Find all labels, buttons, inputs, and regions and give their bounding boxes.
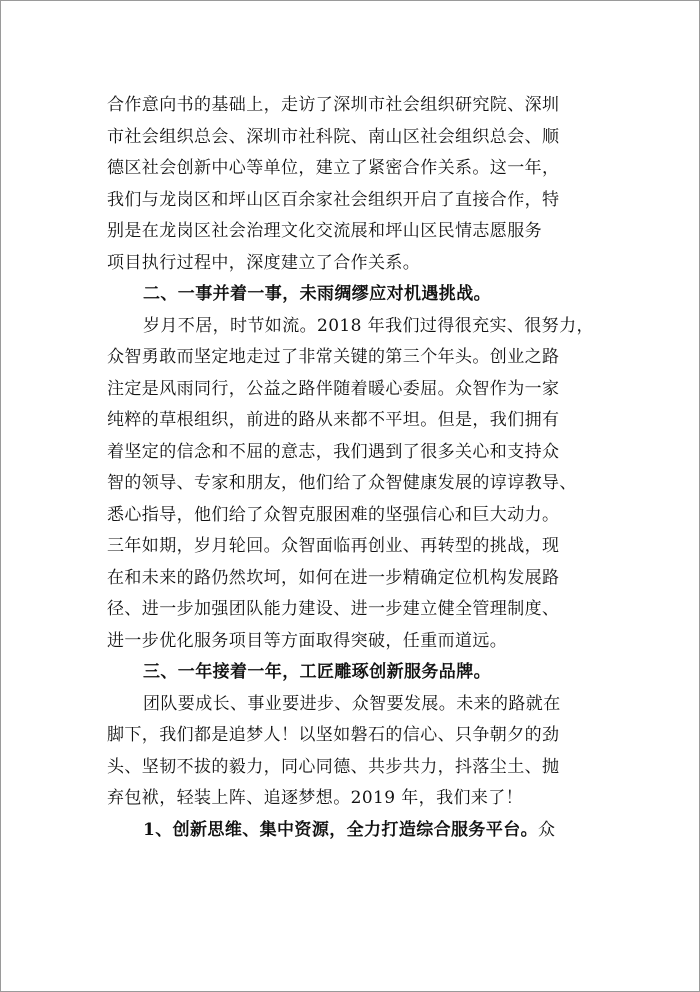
paragraph-line: 众智勇敢而坚定地走过了非常关键的第三个年头。创业之路 [107, 347, 560, 367]
paragraph-line: 径、进一步加强团队能力建设、进一步建立健全管理制度、 [107, 599, 560, 619]
paragraph-line: 我们与龙岗区和坪山区百余家社会组织开启了直接合作，特 [107, 189, 560, 210]
paragraph-line: 团队要成长、事业要进步、众智要发展。未来的路就在 [143, 693, 561, 714]
paragraph-line: 三年如期，岁月轮回。众智面临再创业、再转型的挑战，现 [107, 536, 560, 556]
paragraph-line: 进一步优化服务项目等方面取得突破，任重而道远。 [107, 630, 508, 651]
subheading-1: 1、创新思维、集中资源，全力打造综合服务平台。 [143, 819, 539, 840]
paragraph-line: 弃包袱，轻装上阵、追逐梦想。2019 年，我们来了！ [107, 788, 524, 808]
paragraph-line: 智的领导、专家和朋友，他们给了众智健康发展的谆谆教导、 [107, 473, 577, 493]
paragraph-line: 纯粹的草根组织，前进的路从来都不平坦。但是，我们拥有 [107, 410, 560, 430]
section-heading-3: 三、一年接着一年，工匠雕琢创新服务品牌。 [143, 662, 491, 682]
paragraph-line: 在和未来的路仍然坎坷，如何在进一步精确定位机构发展路 [107, 567, 560, 588]
subheading-line [107, 815, 597, 847]
section-heading-2: 二、一事并着一事，未雨绸缪应对机遇挑战。 [143, 284, 491, 304]
paragraph-line: 德区社会创新中心等单位，建立了紧密合作关系。这一年， [107, 158, 560, 178]
paragraph-line: 合作意向书的基础上，走访了深圳市社会组织研究院、深圳 [107, 95, 560, 115]
paragraph-line: 岁月不居，时节如流。2018 年我们过得很充实、很努力， [143, 315, 594, 336]
paragraph-line: 项目执行过程中，深度建立了合作关系。 [107, 252, 421, 273]
paragraph-line: 别是在龙岗区社会治理文化交流展和坪山区民情志愿服务 [107, 221, 542, 241]
subheading-continuation: 众 [538, 819, 556, 840]
paragraph-line: 悉心指导，他们给了众智克服困难的坚强信心和巨大动力。 [107, 504, 560, 525]
document-body [107, 90, 597, 846]
paragraph-line: 注定是风雨同行，公益之路伴随着暖心委屈。众智作为一家 [107, 378, 560, 399]
paragraph-line: 脚下，我们都是追梦人！以坚如磐石的信心、只争朝夕的劲 [107, 725, 560, 745]
paragraph-line: 市社会组织总会、深圳市社科院、南山区社会组织总会、顺 [107, 126, 560, 147]
paragraph-line: 头、坚韧不拔的毅力，同心同德、共步共力，抖落尘土、抛 [107, 756, 560, 777]
paragraph-line: 着坚定的信念和不屈的意志，我们遇到了很多关心和支持众 [107, 441, 560, 462]
